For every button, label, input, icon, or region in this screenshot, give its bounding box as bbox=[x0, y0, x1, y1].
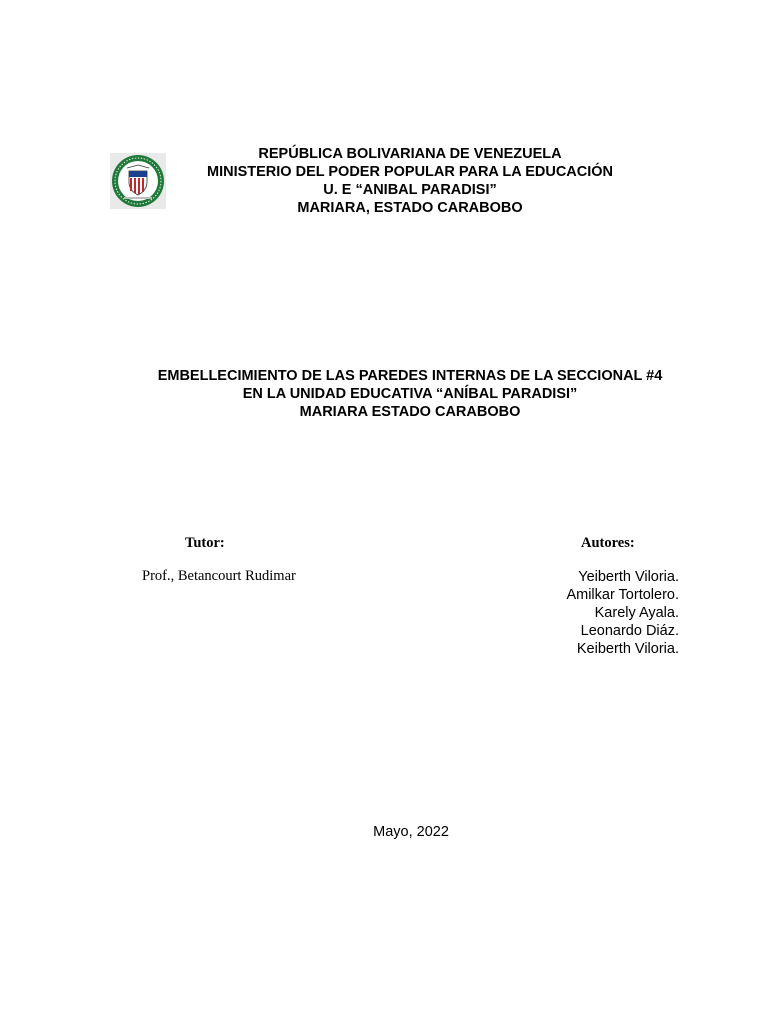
document-date: Mayo, 2022 bbox=[373, 824, 449, 840]
authors-label: Autores: bbox=[581, 535, 635, 551]
author-name: Keiberth Viloria. bbox=[576, 641, 679, 657]
author-name: Karely Ayala. bbox=[594, 605, 679, 621]
header-line-ministry: MINISTERIO DEL PODER POPULAR PARA LA EDUCACIÓN bbox=[206, 164, 614, 180]
authors-list bbox=[566, 568, 679, 658]
institution-header bbox=[190, 145, 630, 217]
author-name: Yeiberth Viloria. bbox=[578, 569, 679, 585]
title-line-1: EMBELLECIMIENTO DE LAS PAREDES INTERNAS DE LA SECCIONAL #4 bbox=[157, 368, 663, 384]
tutor-label: Tutor: bbox=[185, 535, 225, 551]
header-line-location: MARIARA, ESTADO CARABOBO bbox=[297, 200, 523, 216]
project-title bbox=[110, 367, 710, 421]
author-name: Leonardo Diáz. bbox=[580, 623, 679, 639]
header-line-school: U. E “ANIBAL PARADISI” bbox=[323, 182, 497, 198]
school-seal-icon bbox=[110, 153, 166, 209]
title-line-3: MARIARA ESTADO CARABOBO bbox=[299, 404, 521, 420]
author-name: Amilkar Tortolero. bbox=[566, 587, 679, 603]
seal-graphic bbox=[110, 153, 166, 209]
header-line-republic: REPÚBLICA BOLIVARIANA DE VENEZUELA bbox=[258, 146, 562, 162]
title-line-2: EN LA UNIDAD EDUCATIVA “ANÍBAL PARADISI” bbox=[242, 386, 578, 402]
tutor-name: Prof., Betancourt Rudimar bbox=[142, 568, 296, 584]
